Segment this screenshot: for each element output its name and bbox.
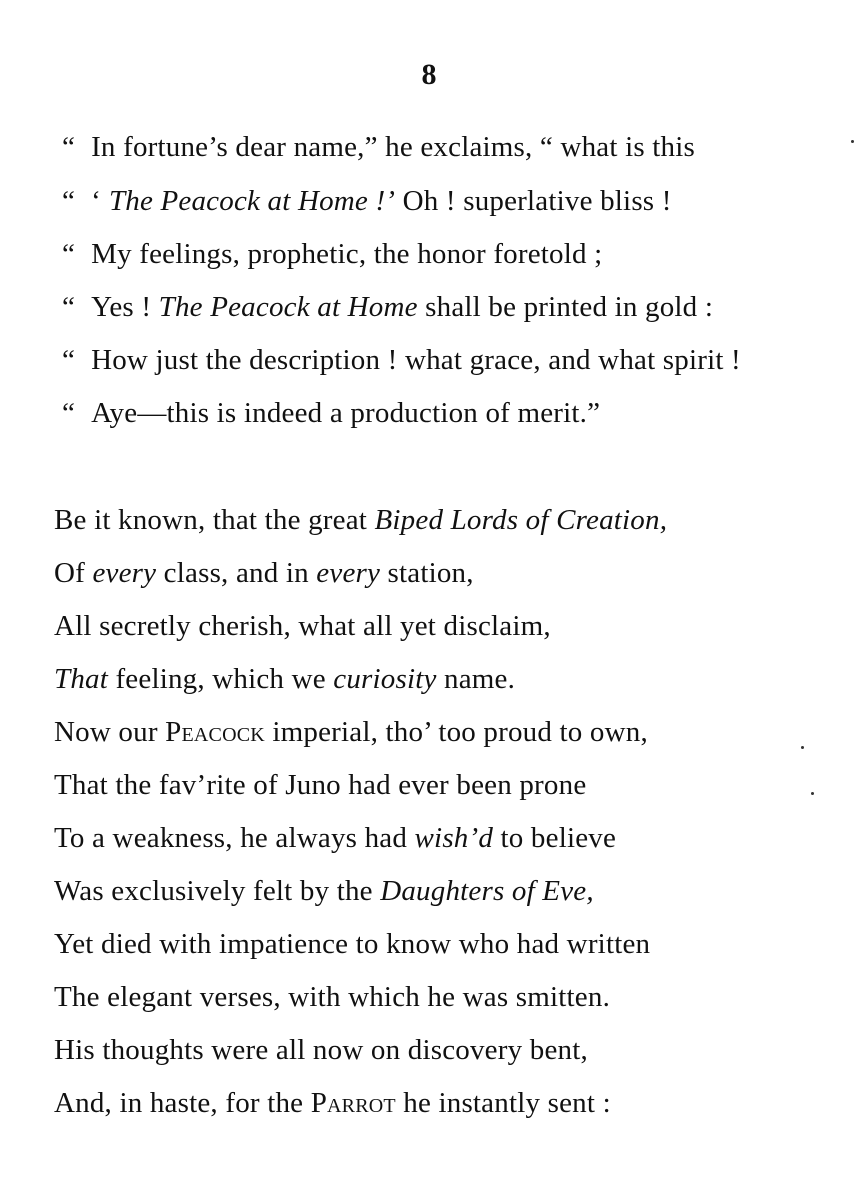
verse-text: Oh ! superlative bliss ! (395, 185, 672, 217)
verse-line (54, 503, 667, 537)
verse-line (54, 874, 594, 908)
small-caps-name: Parrot (310, 1087, 396, 1119)
verse-text: to believe (493, 822, 617, 854)
verse-line (54, 609, 551, 643)
italic-text: every (92, 557, 157, 589)
verse-text: Yet died with impatience to know who had written (54, 928, 651, 960)
verse-text: How just the description ! what grace, and what spirit ! (91, 344, 741, 376)
verse-text: My feelings, prophetic, the honor foretold ; (91, 238, 603, 270)
verse-text: And, in haste, for the (54, 1087, 311, 1119)
verse-text: feeling, which we (108, 663, 334, 695)
italic-text: That (54, 663, 108, 695)
verse-text: class, and in (156, 557, 317, 589)
opening-quote-mark: “ (62, 185, 76, 217)
opening-quote-mark: “ (62, 131, 76, 163)
italic-text: curiosity (333, 663, 437, 695)
verse-text: Aye—this is indeed a production of merit.” (91, 397, 601, 429)
verse-line (54, 980, 610, 1014)
italic-text: Daughters of Eve, (380, 875, 594, 907)
verse-text: His thoughts were all now on discovery bent, (54, 1034, 588, 1066)
verse-line (62, 290, 713, 324)
verse-line (54, 556, 474, 590)
verse-line (62, 343, 741, 377)
italic-text: Biped Lords of Creation, (374, 504, 668, 536)
verse-text: shall be printed in gold : (417, 291, 714, 323)
opening-quote-mark: “ (62, 344, 76, 376)
verse-text: That the fav’rite of Juno had ever been prone (54, 769, 587, 801)
small-caps-name: Peacock (165, 716, 265, 748)
verse-text: name. (436, 663, 516, 695)
verse-text: All secretly cherish, what all yet disclaim, (54, 610, 551, 642)
verse-line (62, 396, 600, 430)
verse-text: To a weakness, he always had (54, 822, 415, 854)
verse-line (54, 1086, 611, 1120)
verse-line (54, 715, 648, 749)
verse-line (54, 768, 586, 802)
italic-text: every (316, 557, 381, 589)
inner-quote-mark: ‘ (91, 185, 101, 217)
verse-line (54, 1033, 588, 1067)
verse-line (62, 130, 695, 164)
verse-text: In fortune’s dear name,” he exclaims, “ what is this (91, 131, 695, 163)
verse-line (62, 184, 672, 218)
scan-speck (851, 140, 854, 143)
verse-line (54, 821, 616, 855)
verse-text: Was exclusively felt by the (54, 875, 381, 907)
verse-text: Of (54, 557, 93, 589)
verse-line (54, 662, 515, 696)
verse-text: Now our (54, 716, 166, 748)
verse-text: The elegant verses, with which he was smitten. (54, 981, 611, 1013)
verse-text: Yes ! (91, 291, 159, 323)
opening-quote-mark: “ (62, 291, 76, 323)
verse-text: imperial, tho’ too proud to own, (264, 716, 648, 748)
italic-text: The Peacock at Home !’ (108, 185, 396, 217)
scan-speck (801, 746, 804, 749)
verse-line (54, 927, 650, 961)
verse-text: station, (380, 557, 474, 589)
scan-speck (811, 792, 814, 795)
verse-text: Be it known, that the great (54, 504, 375, 536)
italic-text: The Peacock at Home (158, 291, 418, 323)
verse-line (62, 237, 602, 271)
page-number: 8 (421, 58, 437, 91)
opening-quote-mark: “ (62, 397, 76, 429)
italic-text: wish’d (414, 822, 494, 854)
verse-text: he instantly sent : (395, 1087, 611, 1119)
opening-quote-mark: “ (62, 238, 76, 270)
